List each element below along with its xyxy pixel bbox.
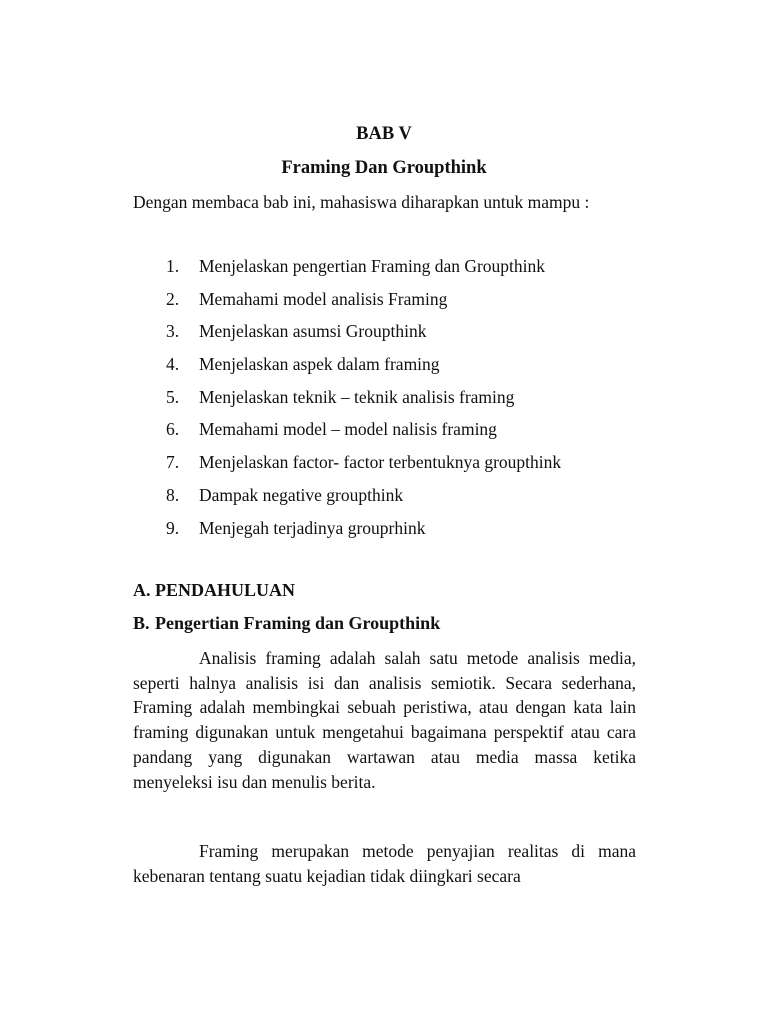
objective-text: Menjegah terjadinya grouprhink [199,517,426,538]
chapter-label: BAB V [356,124,412,144]
objective-text: Menjelaskan pengertian Framing dan Groupthink [199,256,546,276]
body-paragraph: Framing merupakan metode penyajian realitas di mana kebenaran tentang suatu kejadian tidak diingkari secara [133,841,636,886]
objective-item [133,416,636,449]
section-letter: A. [133,580,151,600]
objective-item [133,351,636,384]
objective-item [133,253,636,286]
section-letter: B. [133,613,150,633]
section-heading-a [133,580,295,601]
objective-item [133,286,636,319]
intro-paragraph: Dengan membaca bab ini, mahasiswa diharapkan untuk mampu : [133,192,590,212]
objectives-list [133,253,636,547]
objective-number: 2. [166,288,180,309]
objective-number: 3. [166,321,180,342]
objective-number: 6. [166,419,180,440]
objective-item [133,482,636,515]
section-title: PENDAHULUAN [155,580,296,600]
objective-text: Memahami model analisis Framing [199,288,448,309]
section-heading-b [133,613,440,634]
objective-text: Menjelaskan factor- factor terbentuknya groupthink [199,452,562,473]
chapter-title: Framing Dan Groupthink [281,158,487,178]
objective-item [133,318,636,351]
objective-number: 7. [166,452,180,473]
objective-number: 4. [166,354,180,375]
objective-text: Dampak negative groupthink [199,484,404,505]
objective-number: 8. [166,484,180,505]
objective-text: Menjelaskan teknik – teknik analisis framing [199,386,515,407]
objective-text: Menjelaskan aspek dalam framing [199,354,440,375]
objective-number: 1. [166,256,180,276]
section-title: Pengertian Framing dan Groupthink [155,613,441,633]
objective-item [133,515,636,548]
objective-number: 9. [166,517,180,538]
objective-item [133,449,636,482]
objective-item [133,384,636,417]
body-paragraph: Analisis framing adalah salah satu metode analisis media, seperti halnya analisis isi dan analisis semiotik. Secara sederhana, Framing adalah membingkai sebuah peristiwa, atau dengan kata lain framing digunakan untuk mengetahui bagaimana perspektif atau cara pandang yang digunakan wartawan atau media massa ketika menyeleksi isu dan menulis berita. [133,648,636,792]
objective-text: Menjelaskan asumsi Groupthink [199,321,427,342]
objective-number: 5. [166,386,180,407]
objective-text: Memahami model – model nalisis framing [199,419,497,440]
